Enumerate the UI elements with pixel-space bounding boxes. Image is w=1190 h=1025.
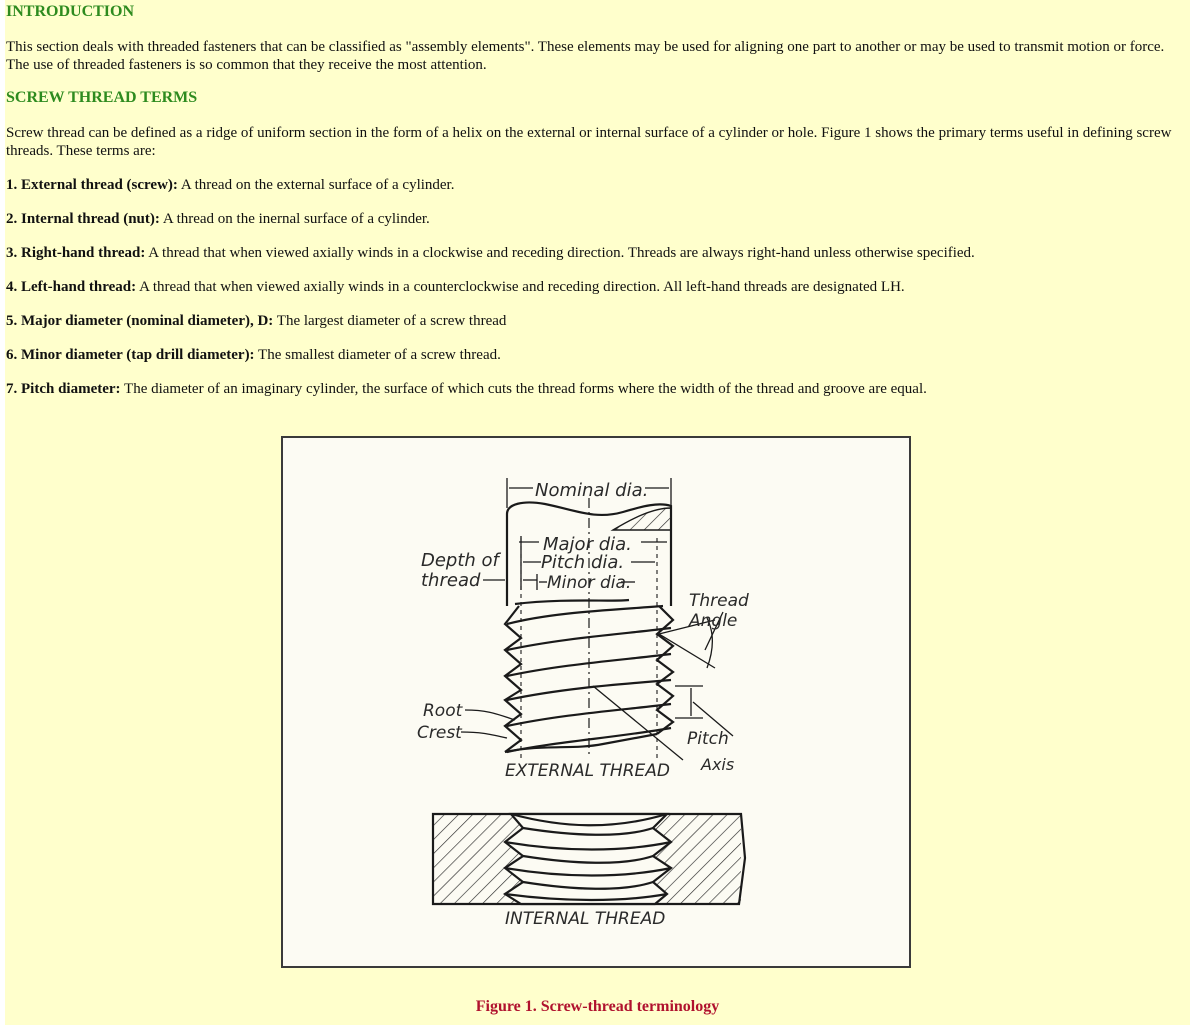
- label-crest: Crest: [417, 723, 462, 743]
- figure-caption: Figure 1. Screw-thread terminology: [475, 998, 720, 1015]
- label-nominal-dia: Nominal dia.: [535, 480, 649, 501]
- label-external-thread: EXTERNAL THREAD: [505, 761, 670, 781]
- term-internal-thread: [6, 210, 1188, 228]
- document-page: [5, 0, 1190, 1025]
- term-pitch-diameter: [6, 380, 1188, 398]
- label-thread-word: Thread: [689, 591, 749, 611]
- label-minor-dia: Minor dia.: [547, 573, 632, 593]
- label-major-dia: Major dia.: [543, 534, 632, 555]
- internal-thread-drawing: [433, 814, 745, 904]
- intro-heading: INTRODUCTION: [6, 3, 135, 20]
- screw-thread-diagram: [283, 438, 909, 966]
- term-label: 6. Minor diameter (tap drill diameter):: [6, 347, 255, 363]
- label-pitch: Pitch: [687, 729, 729, 749]
- term-definition: A thread that when viewed axially winds in a counterclockwise and receding direction. All left-hand threads are designated LH.: [136, 279, 905, 295]
- label-angle: Angle: [689, 611, 738, 631]
- term-label: 5. Major diameter (nominal diameter), D:: [6, 313, 274, 329]
- term-minor-diameter: [6, 346, 1188, 364]
- term-left-hand-thread: [6, 278, 1188, 296]
- label-depth-of: Depth of: [421, 550, 499, 571]
- term-definition: The diameter of an imaginary cylinder, the surface of which cuts the thread forms where the width of the thread and groove are equal.: [120, 381, 927, 397]
- terms-intro-paragraph: Screw thread can be defined as a ridge of uniform section in the form of a helix on the external or internal surface of a cylinder or hole. Figure 1 shows the primary terms useful in defining screw threads. These terms are:: [6, 125, 1172, 159]
- label-axis: Axis: [701, 755, 735, 774]
- term-major-diameter: [6, 312, 1188, 330]
- term-right-hand-thread: [6, 244, 1188, 262]
- term-definition: The smallest diameter of a screw thread.: [254, 347, 501, 363]
- label-internal-thread: INTERNAL THREAD: [505, 909, 666, 929]
- label-thread: thread: [421, 570, 481, 591]
- label-pitch-dia: Pitch dia.: [541, 552, 625, 573]
- term-label: 2. Internal thread (nut):: [6, 211, 160, 227]
- label-root: Root: [423, 701, 463, 721]
- screw-thread-figure: [281, 436, 911, 968]
- term-definition: A thread on the inernal surface of a cylinder.: [159, 211, 430, 227]
- term-label: 4. Left-hand thread:: [6, 279, 137, 295]
- term-definition: A thread on the external surface of a cylinder.: [177, 177, 455, 193]
- term-external-thread: [6, 176, 1188, 194]
- term-label: 3. Right-hand thread:: [6, 245, 146, 261]
- screw-thread-terms-heading: SCREW THREAD TERMS: [6, 89, 198, 106]
- term-label: 1. External thread (screw):: [6, 177, 178, 193]
- term-definition: A thread that when viewed axially winds in a clockwise and receding direction. Threads are always right-hand unless otherwise specified.: [145, 245, 975, 261]
- term-label: 7. Pitch diameter:: [6, 381, 121, 397]
- intro-paragraph: This section deals with threaded fasteners that can be classified as "assembly elements". These elements may be used for aligning one part to another or may be used to transmit motion or force. The use of threaded fasteners is so common that they receive the most attention.: [6, 39, 1165, 73]
- term-definition: The largest diameter of a screw thread: [273, 313, 507, 329]
